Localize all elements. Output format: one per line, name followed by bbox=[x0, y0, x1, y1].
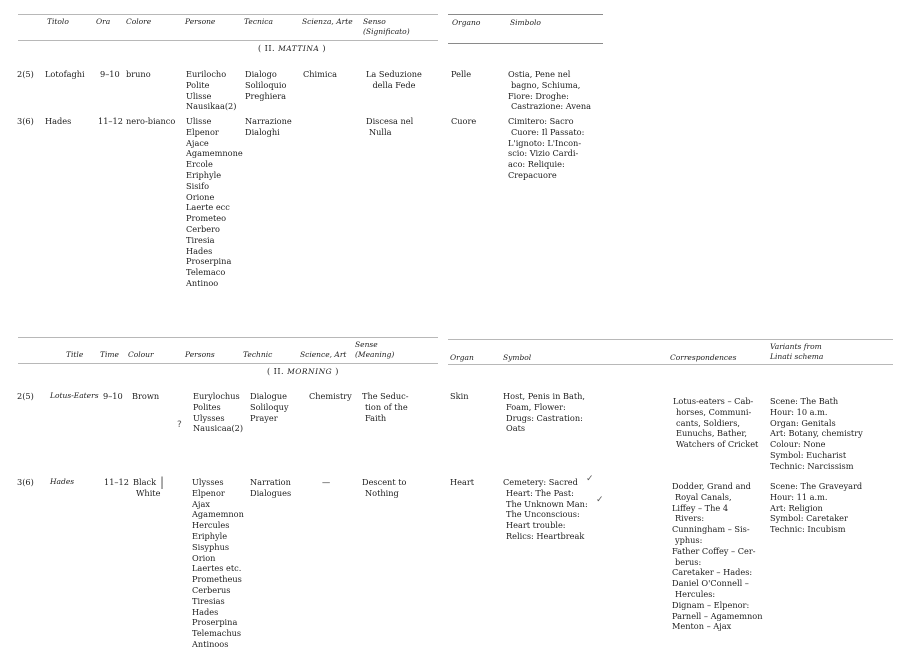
symbol-line: Drugs: Castration: bbox=[506, 412, 583, 423]
variant-line: Organ: Genitals bbox=[770, 417, 836, 428]
cell-variants bbox=[770, 481, 862, 535]
colour-line: Black bbox=[133, 477, 157, 487]
person: Antinoos bbox=[192, 638, 229, 649]
person: Ulysses bbox=[192, 477, 224, 487]
person: Eurylochus bbox=[193, 391, 240, 401]
correspondence-line: Menton – Ajax bbox=[672, 621, 732, 632]
section-title-morning bbox=[267, 367, 339, 376]
person: Eurilocho bbox=[186, 69, 227, 79]
technique: Soliloquy bbox=[250, 401, 289, 412]
correspondence-line: Watchers of Cricket bbox=[676, 439, 759, 450]
row-number: 2(5) bbox=[17, 69, 34, 79]
person: Polites bbox=[193, 401, 221, 412]
cell-correspondences bbox=[672, 481, 762, 632]
correspondence-line: Father Coffey – Cer- bbox=[672, 545, 756, 556]
symbol-line: Host, Penis in Bath, bbox=[503, 391, 586, 401]
sense-line: Discesa nel bbox=[366, 116, 414, 126]
correspondence-line: Daniel O'Connell – bbox=[672, 578, 749, 589]
correspondence-line: Rivers: bbox=[675, 513, 705, 524]
cell-colore: bruno bbox=[126, 69, 151, 79]
header-organo: Organo bbox=[452, 18, 481, 27]
rule-top-en-right bbox=[448, 339, 893, 340]
correspondence-line: Royal Canals, bbox=[675, 491, 732, 502]
cell-colore: nero-bianco bbox=[126, 116, 176, 126]
variant-line: Scene: The Bath bbox=[770, 396, 839, 406]
header-symbol: Symbol bbox=[503, 353, 532, 362]
header-titolo: Titolo bbox=[47, 17, 69, 26]
correspondence-line: Hercules: bbox=[675, 588, 716, 599]
header-persons: Persons bbox=[185, 350, 215, 359]
header-senso-line2: (Significato) bbox=[363, 27, 410, 36]
cell-sense bbox=[362, 477, 406, 499]
person: Elpenor bbox=[192, 487, 225, 498]
variant-line: Art: Botany, chemistry bbox=[770, 428, 863, 439]
cell-technic bbox=[250, 477, 291, 499]
cell-tecnica bbox=[245, 116, 292, 138]
person: Ajace bbox=[186, 137, 209, 148]
person: Orione bbox=[186, 191, 215, 202]
section-title-mattina bbox=[258, 44, 326, 53]
person: Nausicaa(2) bbox=[193, 423, 244, 434]
person: Hercules bbox=[192, 520, 230, 531]
rule-top-it bbox=[18, 14, 438, 15]
person: Proserpina bbox=[186, 256, 232, 267]
variant-line: Symbol: Caretaker bbox=[770, 513, 848, 524]
cell-symbol bbox=[503, 477, 588, 542]
header-senso bbox=[363, 17, 410, 37]
header-senso-line1: Senso bbox=[363, 17, 386, 26]
bar-mark-icon: | bbox=[160, 475, 165, 489]
sense-line: La Seduzione bbox=[366, 69, 422, 79]
person: Prometeo bbox=[186, 213, 227, 224]
rule-under-header-it-right bbox=[448, 43, 603, 44]
correspondence-line: Liffey – The 4 bbox=[672, 502, 729, 513]
section-name: MORNING bbox=[287, 367, 333, 376]
sense-line: Faith bbox=[365, 412, 387, 423]
section-close: ) bbox=[335, 367, 339, 376]
person: Tiresias bbox=[192, 595, 225, 606]
technique: Narration bbox=[250, 477, 291, 487]
person: Ajax bbox=[192, 498, 210, 509]
cell-sense bbox=[362, 391, 409, 423]
variant-line: Hour: 10 a.m. bbox=[770, 406, 828, 417]
correspondence-line: Dodder, Grand and bbox=[672, 481, 751, 491]
person: Orion bbox=[192, 552, 216, 563]
technique: Narrazione bbox=[245, 116, 292, 126]
person: Polite bbox=[186, 79, 210, 90]
variant-line: Hour: 11 a.m. bbox=[770, 491, 828, 502]
sense-line: tion of the bbox=[365, 401, 408, 412]
row-number: 3(6) bbox=[17, 116, 34, 126]
symbol-line: Castrazione: Avena bbox=[511, 101, 591, 112]
person: Eriphyle bbox=[192, 530, 228, 541]
correspondence-line: Caretaker – Hades: bbox=[672, 567, 753, 578]
cell-time: 9–10 bbox=[103, 391, 123, 401]
cell-colour bbox=[133, 477, 160, 499]
person: Antinoo bbox=[186, 277, 219, 288]
variant-line: Colour: None bbox=[770, 439, 826, 450]
cell-time: 11–12 bbox=[104, 477, 129, 487]
cell-organo: Cuore bbox=[451, 116, 477, 126]
rule-under-header-en-right bbox=[448, 364, 893, 365]
header-colour: Colour bbox=[128, 350, 154, 359]
colour-line: White bbox=[136, 487, 161, 498]
person: Ercole bbox=[186, 159, 213, 170]
cell-simbolo bbox=[508, 69, 591, 112]
header-variants-line2: Linati schema bbox=[770, 352, 824, 361]
header-title: Title bbox=[66, 350, 84, 359]
check-mark-icon: ✓ bbox=[586, 474, 594, 484]
cell-tecnica bbox=[245, 69, 286, 101]
cell-scienza: Chimica bbox=[303, 69, 338, 79]
correspondence-line: yphus: bbox=[675, 534, 703, 545]
cell-titolo: Lotofaghi bbox=[45, 69, 85, 79]
person: Cerbero bbox=[186, 223, 220, 234]
symbol-line: Heart trouble: bbox=[506, 520, 566, 531]
technique: Preghiera bbox=[245, 90, 287, 101]
header-time: Time bbox=[100, 350, 119, 359]
header-variants-line1: Variants from bbox=[770, 342, 822, 351]
symbol-line: aco: Reliquie: bbox=[508, 159, 565, 170]
cell-symbol bbox=[503, 391, 585, 434]
header-persone: Persone bbox=[185, 17, 216, 26]
cell-ora: 9–10 bbox=[100, 69, 120, 79]
technique: Prayer bbox=[250, 412, 278, 423]
symbol-line: Cemetery: Sacred bbox=[503, 477, 578, 487]
section-open: ( II. bbox=[258, 44, 276, 53]
header-simbolo: Simbolo bbox=[510, 18, 541, 27]
variant-line: Symbol: Eucharist bbox=[770, 449, 847, 460]
header-tecnica: Tecnica bbox=[244, 17, 273, 26]
rule-under-header-it bbox=[18, 40, 438, 41]
technique: Dialoghi bbox=[245, 126, 280, 137]
correspondence-line: berus: bbox=[675, 556, 702, 567]
header-ora: Ora bbox=[96, 17, 111, 26]
person: Agamemnone bbox=[186, 148, 243, 159]
correspondence-line: Parnell – Agamemnon bbox=[672, 610, 763, 621]
symbol-line: The Unconscious: bbox=[506, 509, 580, 520]
cell-title: Hades bbox=[50, 477, 75, 486]
technique: Dialogue bbox=[250, 391, 287, 401]
header-organ: Organ bbox=[450, 353, 474, 362]
person: Sisifo bbox=[186, 180, 210, 191]
person: Elpenor bbox=[186, 126, 219, 137]
cell-senso bbox=[366, 116, 413, 138]
person: Eriphyle bbox=[186, 169, 222, 180]
correspondence-line: Dignam – Elpenor: bbox=[672, 599, 750, 610]
header-colore: Colore bbox=[126, 17, 152, 26]
cell-organ: Skin bbox=[450, 391, 469, 401]
sense-line: Nothing bbox=[365, 487, 399, 498]
cell-science: Chemistry bbox=[309, 391, 352, 401]
symbol-line: Cuore: Il Passato: bbox=[511, 126, 585, 137]
symbol-line: Crepacuore bbox=[508, 169, 557, 180]
symbol-line: L'ignoto: L'Incon- bbox=[508, 137, 582, 148]
check-mark-icon: ✓ bbox=[596, 495, 604, 505]
person: Proserpina bbox=[192, 617, 238, 628]
cell-simbolo bbox=[508, 116, 584, 181]
header-variants bbox=[770, 342, 823, 362]
correspondence-line: cants, Soldiers, bbox=[676, 417, 741, 428]
person: Laerte ecc bbox=[186, 202, 230, 213]
header-sense bbox=[355, 340, 394, 360]
person: Prometheus bbox=[192, 574, 242, 585]
symbol-line: Heart: The Past: bbox=[506, 487, 574, 498]
header-sense-line1: Sense bbox=[355, 340, 378, 349]
correspondence-line: Lotus-eaters – Cab- bbox=[673, 396, 754, 406]
variant-line: Scene: The Graveyard bbox=[770, 481, 863, 491]
person: Ulisse bbox=[186, 90, 212, 101]
person: Ulysses bbox=[193, 412, 225, 423]
person: Telemachus bbox=[192, 628, 242, 639]
correspondence-line: Cunningham – Sis- bbox=[672, 524, 750, 535]
cell-persone bbox=[186, 69, 236, 112]
variant-line: Technic: Incubism bbox=[770, 524, 846, 535]
cell-organo: Pelle bbox=[451, 69, 472, 79]
cell-correspondences bbox=[673, 396, 758, 450]
person: Hades bbox=[186, 245, 213, 256]
cell-science: — bbox=[322, 477, 331, 487]
header-sense-line2: (Meaning) bbox=[355, 350, 395, 359]
row-number: 2(5) bbox=[17, 391, 34, 401]
header-technic: Technic bbox=[243, 350, 273, 359]
person: Telemaco bbox=[186, 267, 226, 278]
sense-line: The Seduc- bbox=[362, 391, 409, 401]
header-correspondences: Correspondences bbox=[670, 353, 737, 362]
person: Agamemnon bbox=[192, 509, 244, 520]
rule-top-en bbox=[18, 337, 438, 338]
symbol-line: Relics: Heartbreak bbox=[506, 530, 585, 541]
row-number: 3(6) bbox=[17, 477, 34, 487]
header-science: Science, Art bbox=[300, 350, 347, 359]
symbol-line: scio: Vizio Cardi- bbox=[508, 148, 579, 159]
person: Cerberus bbox=[192, 584, 231, 595]
person: Nausikaa(2) bbox=[186, 101, 237, 112]
variant-line: Art: Religion bbox=[770, 502, 823, 513]
symbol-line: Ostia, Pene nel bbox=[508, 69, 571, 79]
person: Laertes etc. bbox=[192, 563, 242, 574]
cell-colour: Brown bbox=[132, 391, 160, 401]
person: Sisyphus bbox=[192, 541, 230, 552]
cell-title: Lotus-Eaters bbox=[50, 391, 99, 400]
cell-ora: 11–12 bbox=[98, 116, 123, 126]
cell-persons bbox=[192, 477, 244, 650]
cell-senso bbox=[366, 69, 422, 91]
cell-persone bbox=[186, 116, 243, 289]
header-scienza: Scienza, Arte bbox=[302, 17, 353, 26]
sense-line: Descent to bbox=[362, 477, 407, 487]
cell-technic bbox=[250, 391, 288, 423]
cell-organ: Heart bbox=[450, 477, 475, 487]
section-name: MATTINA bbox=[278, 44, 320, 53]
symbol-line: The Unknown Man: bbox=[506, 498, 588, 509]
person: Ulisse bbox=[186, 116, 212, 126]
sense-line: della Fede bbox=[372, 79, 416, 90]
symbol-line: Cimitero: Sacro bbox=[508, 116, 574, 126]
technique: Soliloquio bbox=[245, 79, 287, 90]
cell-titolo: Hades bbox=[45, 116, 72, 126]
technique: Dialogues bbox=[250, 487, 292, 498]
variant-line: Technic: Narcissism bbox=[770, 460, 854, 471]
correspondence-line: horses, Communi- bbox=[676, 406, 752, 417]
symbol-line: Oats bbox=[506, 423, 526, 434]
rule-top-it-right bbox=[448, 14, 603, 15]
cell-variants bbox=[770, 396, 863, 472]
cell-persons bbox=[193, 391, 243, 434]
person: Hades bbox=[192, 606, 219, 617]
symbol-line: bagno, Schiuma, bbox=[511, 79, 581, 90]
section-close: ) bbox=[322, 44, 327, 53]
person: Tiresia bbox=[186, 234, 215, 245]
rule-under-header-en bbox=[18, 363, 438, 364]
sense-line: Nulla bbox=[369, 126, 392, 137]
technique: Dialogo bbox=[245, 69, 277, 79]
section-open: ( II. bbox=[267, 367, 285, 376]
correspondence-line: Eunuchs, Bather, bbox=[676, 428, 747, 439]
symbol-line: Fiore: Droghe: bbox=[508, 90, 569, 101]
symbol-line: Foam, Flower: bbox=[506, 401, 566, 412]
query-mark-icon: ? bbox=[177, 420, 182, 430]
